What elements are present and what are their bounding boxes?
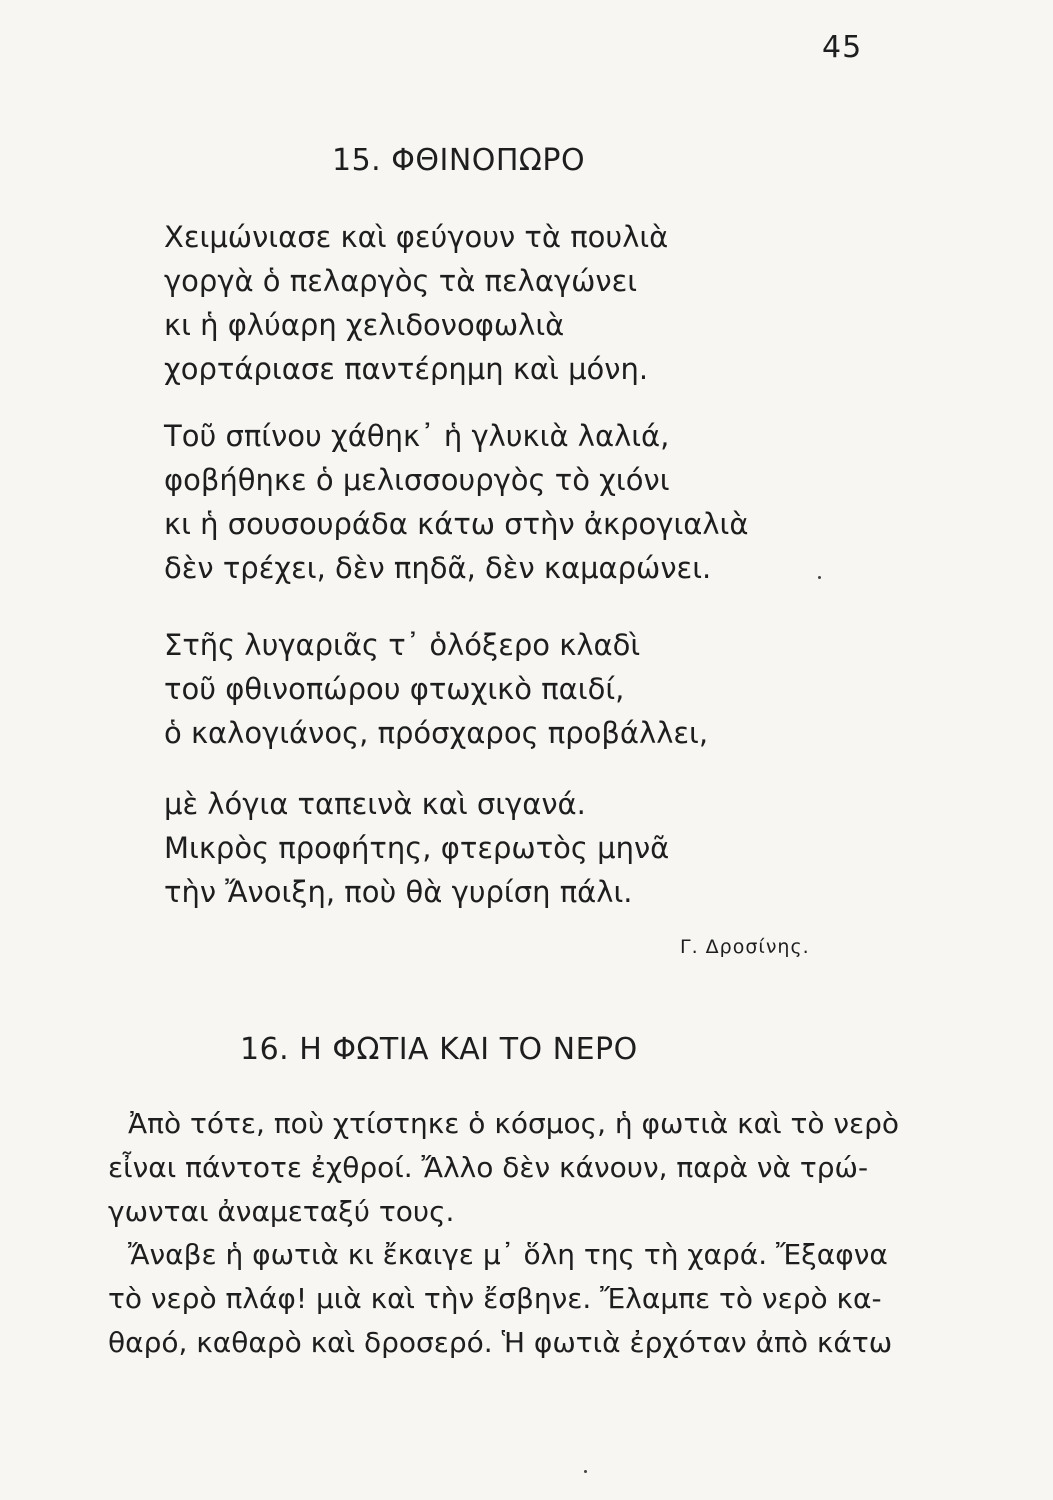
paragraph-line-text: γωνται ἀναμεταξύ τους. — [108, 1195, 455, 1228]
paragraph-line-text: Ἄναβε ἡ φωτιὰ κι ἔκαιγε μ᾿ ὅλη της τὴ χαρά. Ἔξαφνα — [128, 1238, 888, 1271]
poem-stanza — [164, 215, 668, 391]
page-number: 45 — [822, 30, 863, 65]
poem-stanza — [164, 782, 669, 914]
story-title: 16. Η ΦΩΤΙΑ ΚΑΙ ΤΟ ΝΕΡΟ — [240, 1032, 638, 1067]
print-speck — [584, 1470, 587, 1473]
story-paragraph — [108, 1102, 900, 1234]
poem-line: Τοῦ σπίνου χάθηκ᾿ ἡ γλυκιὰ λαλιά, — [164, 419, 670, 453]
poem-title: 15. ΦΘΙΝΟΠΩΡΟ — [332, 143, 586, 178]
poem-line: κι ἡ σουσουράδα κάτω στὴν ἀκρογιαλιὰ — [164, 507, 749, 541]
poem-stanza — [164, 414, 748, 590]
paragraph-line — [108, 1146, 888, 1190]
paragraph-line-text: εἶναι πάντοτε ἐχθροί. Ἄλλο δὲν κάνουν, παρὰ νὰ τρώ- — [108, 1151, 869, 1184]
poem-line: μὲ λόγια ταπεινὰ καὶ σιγανά. — [164, 787, 586, 821]
poem-line: τὴν Ἄνοιξη, ποὺ θὰ γυρίση πάλι. — [164, 875, 633, 909]
paragraph-line — [108, 1233, 888, 1277]
paragraph-line — [108, 1321, 893, 1365]
paragraph-line-text: θαρό, καθαρὸ καὶ δροσερό. Ἡ φωτιὰ ἐρχόταν ἀπὸ κάτω — [108, 1326, 893, 1359]
paragraph-line — [108, 1190, 888, 1234]
poem-line: Χειμώνιασε καὶ φεύγουν τὰ πουλιὰ — [164, 220, 669, 254]
poem-line: κι ἡ φλύαρη χελιδονοφωλιὰ — [164, 308, 565, 342]
poem-line: φοβήθηκε ὁ μελισσουργὸς τὸ χιόνι — [164, 463, 670, 497]
poem-line: δὲν τρέχει, δὲν πηδᾶ, δὲν καμαρώνει. — [164, 551, 712, 585]
poem-line: χορτάριασε παντέρημη καὶ μόνη. — [164, 352, 649, 386]
paragraph-line-text: Ἀπὸ τότε, ποὺ χτίστηκε ὁ κόσμος, ἡ φωτιὰ καὶ τὸ νερὸ — [128, 1107, 900, 1140]
poem-author: Γ. Δροσίνης. — [680, 936, 810, 958]
print-speck — [818, 576, 821, 579]
poem-line: Στῆς λυγαριᾶς τ᾿ ὁλόξερο κλαδὶ — [164, 628, 641, 662]
poem-line: τοῦ φθινοπώρου φτωχικὸ παιδί, — [164, 672, 625, 706]
paragraph-line — [108, 1102, 900, 1146]
poem-line: γοργὰ ὁ πελαργὸς τὰ πελαγώνει — [164, 264, 638, 298]
paragraph-line-text: τὸ νερὸ πλάφ! μιὰ καὶ τὴν ἔσβηνε. Ἔλαμπε τὸ νερὸ κα- — [108, 1282, 882, 1315]
poem-stanza — [164, 623, 708, 755]
poem-line: Μικρὸς προφήτης, φτερωτὸς μηνᾶ — [164, 831, 670, 865]
paragraph-line — [108, 1277, 888, 1321]
poem-line: ὁ καλογιάνος, πρόσχαρος προβάλλει, — [164, 716, 709, 750]
story-paragraph — [108, 1233, 893, 1365]
